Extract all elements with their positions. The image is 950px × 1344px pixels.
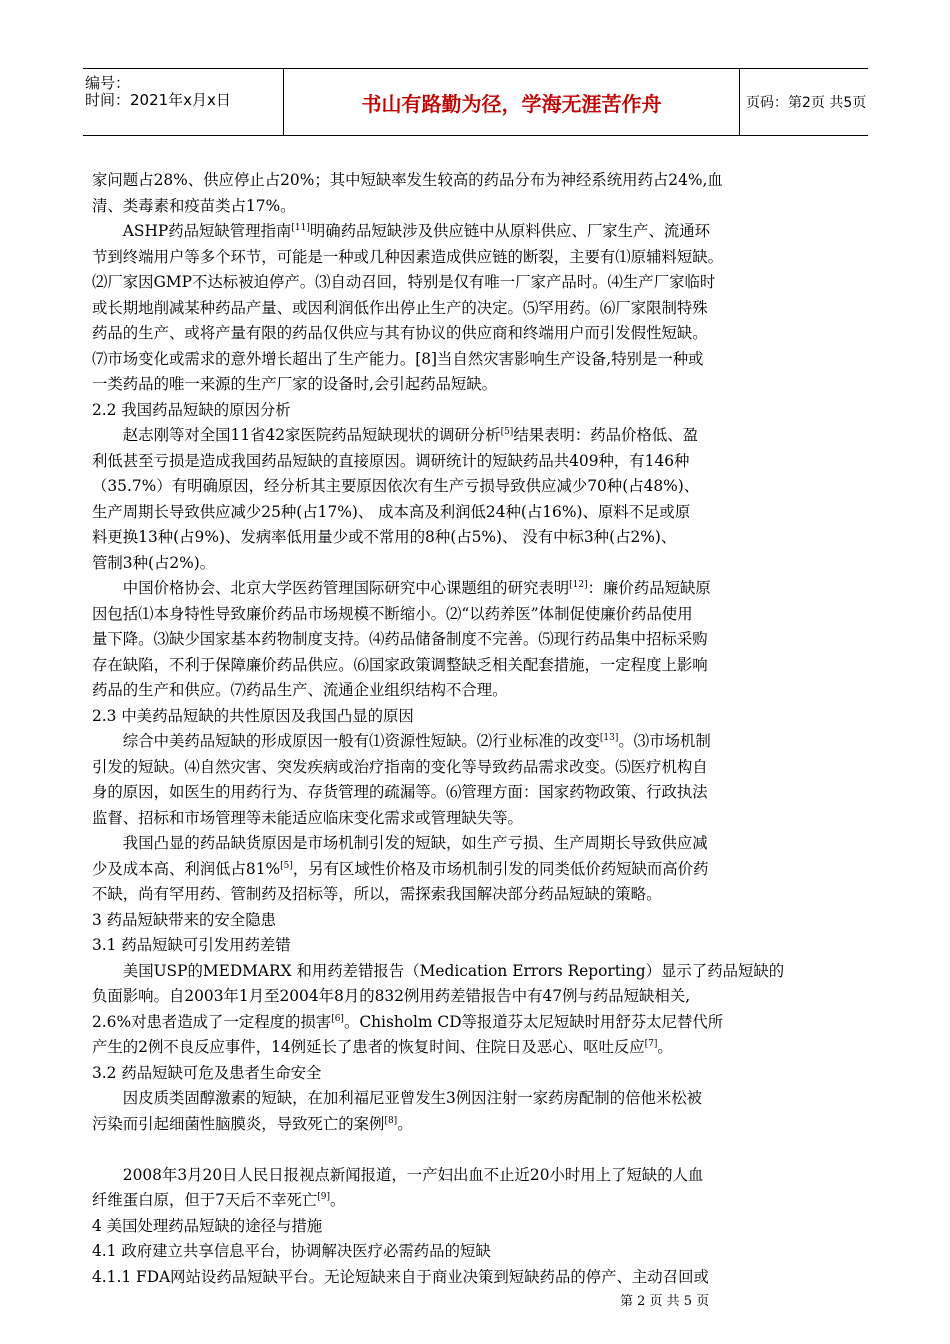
- line-text: 4.1.1 FDA网站设药品短缺平台。无论短缺来自于商业决策到短缺药品的停产、主动召回或: [92, 1267, 709, 1286]
- text-line: [92, 500, 860, 526]
- text-line: [92, 296, 860, 322]
- text-line: [92, 1035, 860, 1061]
- line-text-continued: 。: [657, 1038, 673, 1056]
- paragraph-gap: [92, 1137, 860, 1163]
- header-page-cell: [738, 69, 868, 135]
- text-line: [92, 1086, 860, 1112]
- text-line: [92, 372, 860, 398]
- line-text: 综合中美药品短缺的形成原因一般有⑴资源性短缺。⑵行业标准的改变: [122, 732, 600, 750]
- citation-ref: [11]: [291, 223, 310, 233]
- line-text: 存在缺陷，不利于保障廉价药品供应。⑹国家政策调整缺乏相关配套措施，一定程度上影响: [92, 655, 708, 674]
- line-text: 因包括⑴本身特性导致廉价药品市场规模不断缩小。⑵“以药养医”体制促使廉价药品使用: [92, 604, 693, 623]
- text-line: [92, 678, 860, 704]
- text-line: [92, 398, 860, 424]
- line-text: 2.6%对患者造成了一定程度的损害: [92, 1012, 332, 1031]
- text-line: [92, 449, 860, 475]
- line-text: 一类药品的唯一来源的生产厂家的设备时,会引起药品短缺。: [92, 375, 498, 393]
- line-text: 身的原因，如医生的用药行为、存货管理的疏漏等。⑹管理方面：国家药物政策、行政执法: [92, 783, 708, 801]
- line-text: 纤维蛋白原，但于7天后不幸死亡: [92, 1191, 318, 1209]
- text-line: [92, 551, 860, 577]
- header-motto: 书山有路勤为径，学海无涯苦作舟: [361, 91, 662, 116]
- line-text: 我国凸显的药品缺货原因是市场机制引发的短缺，如生产亏损、生产周期长导致供应减: [122, 834, 708, 852]
- header-motto-cell: [283, 69, 740, 135]
- line-text: 4.1 政府建立共享信息平台，协调解决医疗必需药品的短缺: [92, 1242, 491, 1260]
- text-line: [92, 857, 860, 883]
- citation-ref: [12]: [569, 580, 588, 590]
- text-line: [92, 933, 860, 959]
- line-text: ASHP药品短缺管理指南: [122, 222, 292, 240]
- header-meta-cell: [83, 69, 283, 135]
- text-line: [92, 959, 860, 985]
- line-text: 因皮质类固醇激素的短缺，在加利福尼亚曾发生3例因注射一家药房配制的倍他米松被: [122, 1089, 703, 1107]
- line-text-continued: 。Chisholm CD等报道芬太尼短缺时用舒芬太尼替代所: [343, 1012, 724, 1031]
- page-header: [83, 68, 868, 136]
- line-text: 产生的2例不良反应事件，14例延长了患者的恢复时间、住院日及恶心、呕吐反应: [92, 1038, 645, 1056]
- line-text: 药品的生产和供应。⑺药品生产、流通企业组织结构不合理。: [92, 681, 508, 699]
- text-line: [92, 908, 860, 934]
- document-number: 编号：: [85, 74, 131, 92]
- text-line: [92, 1214, 860, 1240]
- text-line: [92, 729, 860, 755]
- text-line: [92, 653, 860, 679]
- text-line: [92, 602, 860, 628]
- line-text-continued: 。: [330, 1191, 346, 1209]
- page-footer: 第 2 页 共 5 页: [620, 1294, 710, 1309]
- text-line: [92, 831, 860, 857]
- citation-ref: [5]: [280, 860, 293, 871]
- line-text-continued: 。: [397, 1114, 413, 1133]
- text-line: [92, 1188, 860, 1214]
- text-line: [92, 219, 860, 245]
- line-text: 4 美国处理药品短缺的途径与措施: [92, 1216, 323, 1235]
- text-line: [92, 576, 860, 602]
- text-line: [92, 347, 860, 373]
- citation-ref: [5]: [500, 427, 514, 437]
- text-line: [92, 1112, 860, 1138]
- text-line: [92, 168, 860, 194]
- text-line: [92, 474, 860, 500]
- line-text: 2.3 中美药品短缺的共性原因及我国凸显的原因: [92, 706, 414, 725]
- document-body: [92, 168, 860, 1290]
- line-text: 不缺，尚有罕用药、管制药及招标等，所以，需探索我国解决部分药品短缺的策略。: [92, 885, 662, 903]
- text-line: [92, 1010, 860, 1036]
- line-text: 污染而引起细菌性脑膜炎，导致死亡的案例: [92, 1114, 385, 1133]
- citation-ref: [13]: [599, 733, 619, 743]
- line-text: 家问题占28%、供应停止占20%；其中短缺率发生较高的药品分布为神经系统用药占24%,血: [92, 171, 723, 189]
- line-text: 3 药品短缺带来的安全隐患: [92, 910, 276, 929]
- text-line: [92, 1265, 860, 1291]
- text-line: [92, 1163, 860, 1189]
- line-text: 利低甚至亏损是造成我国药品短缺的直接原因。调研统计的短缺药品共409种，有146种: [92, 451, 690, 470]
- text-line: [92, 194, 860, 220]
- line-text: 药品的生产、或将产量有限的药品仅供应与其有协议的供应商和终端用户而引发假性短缺。: [92, 324, 708, 342]
- line-text-continued: ：廉价药品短缺原: [587, 579, 711, 597]
- line-text: 少及成本高、利润低占81%: [92, 859, 281, 878]
- line-text: 监督、招标和市场管理等未能适应临床变化需求或管理缺失等。: [92, 808, 523, 827]
- line-text: 或长期地削减某种药品产量、或因利润低作出停止生产的决定。⑸罕用药。⑹厂家限制特殊: [92, 298, 708, 317]
- line-text: 3.1 药品短缺可引发用药差错: [92, 936, 291, 954]
- line-text: 美国USP的MEDMARX 和用药差错报告（Medication Errors Reporting）显示了药品短缺的: [122, 961, 785, 980]
- citation-ref: [9]: [317, 1192, 331, 1202]
- citation-ref: [6]: [331, 1013, 344, 1024]
- citation-ref: [7]: [644, 1039, 658, 1049]
- citation-ref: [8]: [384, 1115, 398, 1126]
- line-text-continued: 。⑶市场机制: [618, 732, 711, 750]
- text-line: [92, 755, 860, 781]
- text-line: [92, 882, 860, 908]
- text-line: [92, 984, 860, 1010]
- line-text: 2008年3月20日人民日报视点新闻报道，一产妇出血不止近20小时用上了短缺的人血: [122, 1165, 704, 1184]
- text-line: [92, 525, 860, 551]
- text-line: [92, 1061, 860, 1087]
- line-text: 负面影响。自2003年1月至2004年8月的832例用药差错报告中有47例与药品短缺相关,: [92, 987, 691, 1005]
- text-line: [92, 423, 860, 449]
- text-line: [92, 627, 860, 653]
- line-text: ⑵厂家因GMP不达标被迫停产。⑶自动召回，特别是仅有唯一厂家产品时。⑷生产厂家临时: [92, 273, 716, 291]
- line-text: 引发的短缺。⑷自然灾害、突发疾病或治疗指南的变化等导致药品需求改变。⑸医疗机构自: [92, 757, 708, 776]
- text-line: [92, 245, 860, 271]
- line-text: 量下降。⑶缺少国家基本药物制度支持。⑷药品储备制度不完善。⑸现行药品集中招标采购: [92, 630, 708, 648]
- line-text-continued: 明确药品短缺涉及供应链中从原料供应、厂家生产、流通环: [309, 222, 711, 240]
- text-line: [92, 270, 860, 296]
- line-text: 管制3种(占2%)。: [92, 553, 216, 572]
- line-text: 中国价格协会、北京大学医药管理国际研究中心课题组的研究表明: [122, 579, 570, 597]
- line-text: （35.7%）有明确原因，经分析其主要原因依次有生产亏损导致供应减少70种(占48%)、: [92, 477, 700, 495]
- line-text-continued: ，另有区域性价格及市场机制引发的同类低价药短缺而高价药: [292, 859, 709, 878]
- line-text: 料更换13种(占9%)、发病率低用量少或不常用的8种(占5%)、 没有中标3种(占2%)、: [92, 528, 677, 546]
- document-date: 时间：2021年x月x日: [85, 91, 231, 109]
- line-text: 赵志刚等对全国11省42家医院药品短缺现状的调研分析: [122, 426, 501, 444]
- text-line: [92, 780, 860, 806]
- text-line: [92, 806, 860, 832]
- line-text: ⑺市场变化或需求的意外增长超出了生产能力。[8]当自然灾害影响生产设备,特别是一种或: [92, 349, 704, 368]
- line-text: 3.2 药品短缺可危及患者生命安全: [92, 1063, 322, 1082]
- line-text: 节到终端用户等多个环节，可能是一种或几种因素造成供应链的断裂，主要有⑴原辅料短缺。: [92, 247, 724, 266]
- line-text: 生产周期长导致供应减少25种(占17%)、 成本高及利润低24种(占16%)、原料不足或原: [92, 502, 691, 521]
- text-line: [92, 1239, 860, 1265]
- header-page-number: 页码：第2页 共5页: [746, 95, 867, 111]
- line-text-continued: 结果表明：药品价格低、盈: [513, 426, 699, 444]
- text-line: [92, 321, 860, 347]
- line-text: 清、类毒素和疫苗类占17%。: [92, 196, 296, 215]
- line-text: 2.2 我国药品短缺的原因分析: [92, 400, 291, 419]
- text-line: [92, 704, 860, 730]
